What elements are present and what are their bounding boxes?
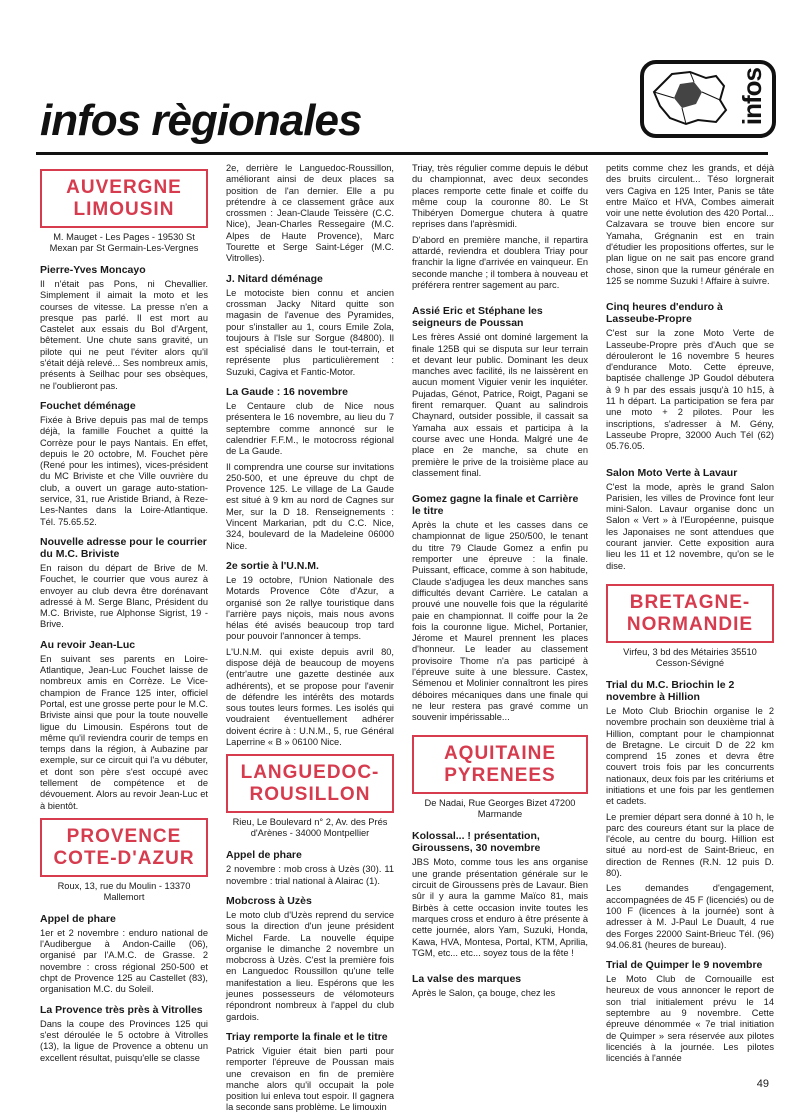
article-heading: Nouvelle adresse pour le courrier du M.C. Briviste (40, 535, 207, 560)
article-paragraph: Le motociste bien connu et ancien crossman Jacky Nitard quitte son magasin de l'avenue des Pyramides, pour s'installer au 1, cours Emile Zola, toujours à l'Isle sur Sorgue (84800). Il est spécialisé dans le tout-terrain, et représente plus particulièrement : Suzuki, Cagiva et Fantic-Motor. (226, 287, 394, 377)
article-paragraph: Les frères Assié ont dominé largement la finale 125B qui se disputa sur leur terrain et devant leur public. Dominant les deux manches avec facilité, ils ne laissèrent en aucun moment Viguier venir les inquiéter. Pujadas, Génot, Patrice, Roigt, Pagani se firent remarquer. Quant au salindrois Chaynard, outsider possible, il cassait sa Yamaha aux essais et participa à la course avec une Honda. Malgré une 4e place en 2e manche, sa chute en première le prive de la troisième place au classement final. (412, 332, 588, 478)
france-map-icon (650, 70, 730, 126)
article-heading: Appel de phare (40, 912, 116, 925)
article-heading: Assié Eric et Stéphane les seigneurs de Poussan (412, 305, 543, 330)
column-3 (412, 163, 588, 1003)
article-paragraph: Les demandes d'engagement, accompagnées de 45 F (licenciés) ou de 100 F (licences à la journée) sont à adresser à M. J-Paul Le Duault, 4 rue des Forges 22000 Saint-Brieuc Tél. (96) 94.06.81 (heures de bureau). (606, 883, 774, 950)
article-paragraph: Dans la coupe des Provinces 125 qui s'est déroulée le 5 octobre à Vitrolles (13), la ligue de Provence a obtenu un excellent résultat, puisqu'elle se classe (40, 1018, 208, 1063)
article-paragraph: Patrick Viguier était bien parti pour remporter l'épreuve de Poussan mais une crevaison en fin de première manche alors qu'il occupait la pole position lui enleva tout espoir. Il gagnera la seconde sans problème. Le limouxin (226, 1045, 394, 1113)
article-heading: Cinq heures d'enduro à Lasseube-Propre (606, 301, 723, 326)
correspondent-address: Roux, 13, rue du Moulin - 13370 Mallemort (57, 880, 191, 902)
region-name: NORMANDIE (626, 613, 754, 635)
region-name: BRETAGNE- (629, 591, 751, 613)
article-heading: Trial de Quimper le 9 novembre (606, 959, 763, 972)
article-paragraph: Le premier départ sera donné à 10 h, le parc des coureurs étant sur la place de l'école, au centre du bourg. Hillion est situé au nord-est de Saint-Brieuc, en direction de Rennes (R.N. 12 puis D. 80). (606, 811, 774, 879)
article-heading: J. Nitard déménage (226, 272, 323, 285)
article-paragraph: Le Moto Club Briochin organise le 2 novembre prochain son deuxième trial à Hillion, comptant pour le championnat de Bretagne. Le circuit D de 22 km comprend 15 zones et devra être couvert trois fois par les concurrents nationaux, deux fois par les critériums et initiations et une fois par les gentlemen et cadets. (606, 705, 774, 807)
article-paragraph: Triay, très régulier comme depuis le début du championnat, avec deux secondes places remporte cette finale et coiffe du même coup la couronne 80. Le St Thibéryen Domergue chutera à quatre reprises dans l'aprèsmidi. (412, 163, 588, 230)
article-paragraph: Le Moto Club de Cornouaille est heureux de vous annoncer le report de son trial initialement prévu le 14 septembre au 9 novembre. Cette épreuve dénommée « 7e trial initiation de Quimper » sera réservée aux pilotes licenciés à la journée. Les pilotes licenciés à l'année (606, 974, 774, 1064)
article-paragraph: Après le Salon, ça bouge, chez les (412, 988, 556, 999)
article-heading: Appel de phare (226, 849, 302, 862)
article-heading: Gomez gagne la finale et Carrière le titre (412, 493, 579, 518)
article-paragraph: Le 19 octobre, l'Union Nationale des Motards Provence Côte d'Azur, a organisé son 2e rallye touristique dans l'arrière pays niçois, mais nous avons hélas été avisés beaucoup trop tard pour pouvoir l'annoncer à temps. (226, 574, 394, 642)
article-heading: Triay remporte la finale et le titre (226, 1030, 388, 1043)
article-heading: Trial du M.C. Briochin le 2 novembre à Hillion (606, 678, 735, 703)
article-paragraph: Le moto club d'Uzès reprend du service sous la direction d'un jeune président Michel Farde. La nouvelle équipe organise le dimanche 2 novembre un mobcross à Uzès. C'est la première fois en Languedoc Roussillon qu'une telle manifestation a lieu. Espérons que les jeunes possesseurs de vélomoteurs répondront nombreux à l'appel du club gardois. (226, 909, 394, 1022)
article-heading: Kolossal... ! présentation, Giroussens, 30 novembre (412, 830, 541, 855)
article-heading: La Provence très près à Vitrolles (40, 1003, 203, 1016)
article-heading: Fouchet déménage (40, 399, 136, 412)
region-box-auvergne (40, 169, 208, 228)
article-paragraph: Le Centaure club de Nice nous présentera le 16 novembre, au lieu du 7 septembre comme annoncé sur le calendrier F.F.M., le motocross régional de La Gaude. (226, 401, 394, 457)
article-heading: La Gaude : 16 novembre (226, 386, 348, 399)
article-paragraph: JBS Moto, comme tous les ans organise une grande présentation générale sur le circuit de Giroussens près de Lavaur. Bien sûr il y aura la gamme Maïco 81, mais Birbès à cette occasion invite toutes les marques cross et enduro à être présente à cette journée, alors Yam, Suzuki, Honda, Kawa, HVA, Montesa, Portal, KTM, Aprilia, TGM, etc... etc... soyez tous de la fête ! (412, 857, 588, 958)
article-paragraph: Il n'était pas Pons, ni Chevallier. Simplement il aimait la moto et les courses de vitesse. La presse n'en a presque pas parlé. Il est mort au Castelet aux essais du Bol d'Argent, bêtement. Une chute sans gravité, un pilote qui ne peut l'éviter alors qu'il s'était déjà relevé... Ses nombreux amis, présents à Seilhac pour ses obsèques, ne l'oublieront pas. (40, 279, 208, 391)
logo-text: infos (737, 68, 767, 126)
article-heading: Pierre-Yves Moncayo (40, 264, 146, 276)
column-2 (226, 163, 394, 1118)
article-heading: La valse des marques (412, 973, 522, 986)
article-paragraph: petits comme chez les grands, et déjà des bruits circulent... Téso lorgnerait vers Cagiva en 125 Inter, Panis se tâte entre Maïco et HVA, Combes aimerait voir une nette évolution des 420 Portal... Calzavara se trouve bien encore sur Yamaha, Grégnanin est en train d'étudier les propositions offertes, sur le plan ligue on ne sait pas encore grand chose, sinon que la rumeur générale en 125 se nomme Suzuki ! Affaire à suivre. (606, 163, 774, 286)
region-name: ROUSILLON (249, 784, 371, 806)
article-paragraph: En suivant ses parents en Loire-Atlantique, Jean-Luc Fouchet laisse de nombreux amis en Corrèze. Le Vice-champion de France 125 inter, officiel Portal, est une grosse perte pour le M.C. Briviste ainsi que pour la toute nouvelle ligue du Limousin. Espérons tout de même qu'il reviendra courir de temps en temps dans la région, à Aubazine par exemple, sur ce circuit qui l'a vu débuter, et dont son père s'est occupé avec tellement de compétence et de dévouement. Alors au revoir Jean-Luc et à bientôt. (40, 653, 208, 811)
article-paragraph: 2e, derrière le Languedoc-Roussillon, améliorant ainsi de deux places sa position de l'an dernier. Elle a pu prétendre à ce classement grâce aux crossmen : Jean-Claude Teissère (C.C. Nice), Jean-Charles Ressegaire (M.C. Alpes de Haute Provence), Marc Tourette et Serge Saint-Léger (M.C. Vitrolles). (226, 163, 394, 264)
region-name: PROVENCE (66, 825, 182, 847)
article-paragraph: 1er et 2 novembre : enduro national de l'Audibergue à Andon-Caille (06), organisé par l'A.M.C. de Grasse. 2 novembre : cross régional 250-500 et chpt de Provence 125 au Castellet (83), organisation M.C. du Soleil. (40, 927, 208, 995)
article-heading: Salon Moto Verte à Lavaur (606, 466, 738, 479)
correspondent-address: De Nadai, Rue Georges Bizet 47200 Marmande (424, 798, 576, 820)
correspondent-address: Virfeu, 3 bd des Métairies 35510 Cesson-Sévigné (623, 646, 757, 668)
page-number: 49 (756, 1078, 769, 1090)
article-heading: Au revoir Jean-Luc (40, 638, 136, 651)
article-heading: Mobcross à Uzès (226, 894, 312, 907)
article-heading: 2e sortie à l'U.N.M. (226, 559, 319, 572)
correspondent-address: M. Mauget - Les Pages - 19530 St Mexan par St Germain-Les-Vergnes (49, 232, 199, 253)
page-title: infos règionales (40, 96, 362, 145)
correspondent-address: Rieu, Le Boulevard n° 2, Av. des Prés d'Arènes - 34000 Montpellier (232, 817, 388, 839)
region-name: AQUITAINE (443, 743, 557, 765)
region-box-bretagne (606, 584, 774, 643)
article-paragraph: D'abord en première manche, il repartira attardé, reviendra et doublera Triay pour franchir la ligne d'arrivée en vainqueur. En seconde manche ; il tombera à nouveau et préférera rentrer sagement au parc. (412, 234, 588, 290)
region-box-languedoc (226, 754, 394, 813)
region-name: AUVERGNE (66, 177, 182, 198)
article-paragraph: L'U.N.M. qui existe depuis avril 80, dispose déjà de beaucoup de moyens (entr'autre une gazette destinée aux adhérents), et se propose pour l'avenir de défendre les intérêts des motards sous toutes leurs formes. Les isolés qui voudraient éventuellement adhérer doivent écrire à : U.N.M., 5, rue Général Laperrine « B » 06100 Nice. (226, 646, 394, 748)
article-paragraph: C'est sur la zone Moto Verte de Lasseube-Propre près d'Auch que se dérouleront le 16 novembre 5 heures d'endurance Moto. Cette épreuve, baptisée challenge JP Goudol débutera à 9 h par des essais jusqu'à 10 h15, à 11 h départ. La participation se fera par une moto + 2 pilotes. Pour les inscriptions, s'adresser à M. Gény, Lasseube Propre, 32000 Auch Tél (62) 05.76.05. (606, 328, 774, 452)
infos-logo (640, 60, 776, 138)
title-rule (36, 152, 768, 155)
column-1 (40, 163, 208, 1068)
region-name: PYRENEES (444, 765, 556, 787)
region-name: COTE-D'AZUR (53, 847, 195, 869)
article-paragraph: Il comprendra une course sur invitations 250-500, et une épreuve du chpt de Provence 125. Le village de La Gaude est situé à 9 km au nord de Cagnes sur Mer, sur la D 18. Renseignements : Vincent Markarian, pdt du C.C. Nice, 324, boulevard de la Madeleine 06000 Nice. (226, 461, 394, 551)
article-paragraph: 2 novembre : mob cross à Uzès (30). 11 novembre : trial national à Alairac (1). (226, 864, 394, 886)
article-paragraph: En raison du départ de Brive de M. Fouchet, le courrier que vous aurez à envoyer au club devra être dorénavant adressé à M. Serge Blanc, Président du M.C. Briviste, rue Alphonse Sigrist, 19 - Brive. (40, 562, 208, 630)
region-box-aquitaine (412, 735, 588, 794)
article-paragraph: Fixée à Brive depuis pas mal de temps déjà, la famille Fouchet a quitté la Corrèze pour le pays Nantais. En effet, depuis le 20 octobre, M. Fouchet père (René pour les intimes), vices-président du MC Briviste et che Ville ouvrière du club, a ouvert un garage auto-station-service, 31, rue Aristide Briand, à Reze-Les-Nantes dans la Loire-Atlantique. Tél. 75.65.52. (40, 414, 208, 527)
article-paragraph: C'est la mode, après le grand Salon Parisien, les villes de Province font leur mini-Salon. Lavaur organise donc un Salon « Vert » à l'Européenne, puisque les Japonaises ne sont attendues que courant janvier. Cette exposition aura lieu les 11 et 12 novembre, qu'on se le dise. (606, 481, 774, 571)
region-name: LIMOUSIN (73, 199, 175, 220)
region-box-provence (40, 818, 208, 877)
column-4 (606, 163, 774, 1069)
article-paragraph: Après la chute et les casses dans ce championnat de ligue 250/500, le tenant du titre 79 Claude Gomez a enfin pu remporter une épreuve : la finale. Puissant, efficace, comme à son habitude, Claude s'adjugea les deux manches sans difficultés devant Carrière. Le catalan a prouvé une nouvelle fois que la régularité paie en championnat. Il coiffe pour la 2e fois la couronne ligue. Michel, Portanier, Jérome et Maurel prennent les places d'honneur. Le leader au classement provisoire Thome n'a pas participé à l'épreuve suite à une blessure. Castex, Sémenou et Molinier connaîtront les pires déboires mécaniques dans une finale qui ne leur restera pas gravé comme un souvenir impérissable... (412, 520, 588, 723)
region-name: LANGUEDOC- (240, 762, 380, 784)
